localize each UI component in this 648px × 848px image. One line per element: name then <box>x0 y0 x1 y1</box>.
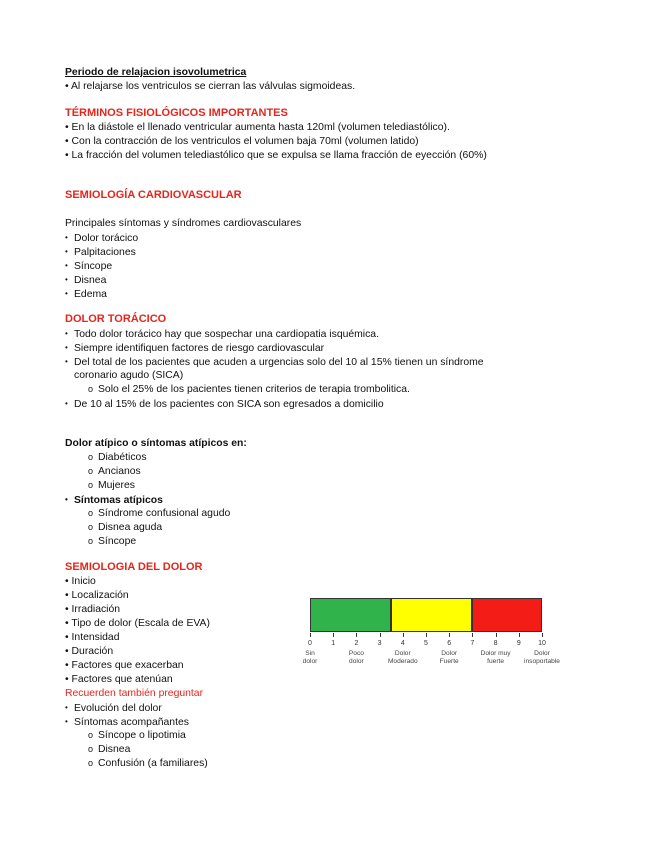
sub-list-item <box>88 451 147 464</box>
list-item <box>65 397 384 411</box>
section-title-terminos: TÉRMINOS FISIOLÓGICOS IMPORTANTES <box>65 107 288 119</box>
eva-tick-mark <box>519 633 520 637</box>
eva-tick-mark <box>333 633 334 637</box>
item-text: Localización <box>71 590 129 601</box>
eva-tick-label: 6 <box>447 640 452 647</box>
list-item: • Tipo de dolor (Escala de EVA) <box>65 618 210 629</box>
sub-list-item <box>88 729 186 742</box>
eva-caption-line: insoportable <box>524 658 560 665</box>
item-text: Edema <box>74 289 107 300</box>
list-item <box>65 245 136 259</box>
eva-tick-label: 9 <box>516 640 521 647</box>
eva-segment-0 <box>310 598 391 632</box>
list-item <box>65 287 107 301</box>
item-text: Disnea <box>98 744 131 755</box>
sub-list-item <box>88 507 230 520</box>
list-item: • Factores que exacerban <box>65 660 184 671</box>
item-text: Factores que exacerban <box>71 660 184 671</box>
list-item: • Factores que atenúan <box>65 674 173 685</box>
section-title-semiologia-dolor: SEMIOLOGIA DEL DOLOR <box>65 561 203 573</box>
item-text: Disnea aguda <box>98 522 163 533</box>
item-text: Síndrome confusional agudo <box>98 508 231 519</box>
item-text: Síntomas atípicos <box>74 495 163 506</box>
eva-tick-mark <box>356 633 357 637</box>
eva-tick-label: 0 <box>308 640 312 647</box>
item-text: De 10 al 15% de los pacientes con SICA son egresados a domicilio <box>74 399 384 410</box>
eva-tick-label: 4 <box>400 640 405 647</box>
eva-caption-line: Dolor muy <box>480 650 511 657</box>
eva-tick-label: 10 <box>538 640 546 647</box>
list-item <box>65 355 484 369</box>
eva-tick-mark <box>380 633 381 637</box>
item-text: Factores que atenúan <box>71 674 173 685</box>
list-item <box>65 259 112 273</box>
list-item <box>65 80 355 93</box>
section-title-dolor-atipico: Dolor atípico o síntomas atípicos en: <box>65 438 247 449</box>
list-item <box>65 341 324 355</box>
item-text: Palpitaciones <box>74 247 136 258</box>
item-text: Ancianos <box>98 466 141 477</box>
eva-tick-mark <box>310 633 311 637</box>
sub-list-item <box>88 535 136 548</box>
item-text: Mujeres <box>98 480 135 491</box>
item-text: Todo dolor torácico hay que sospechar una cardiopatia isquémica. <box>74 329 379 340</box>
eva-segment-1 <box>391 598 472 632</box>
sub-list-item <box>88 383 410 396</box>
eva-tick-label: 7 <box>470 640 475 647</box>
list-item: • Con la contracción de los ventriculos el volumen baja 70ml (volumen latido) <box>65 136 419 147</box>
eva-tick-mark <box>403 633 404 637</box>
item-text: Síncope o lipotimia <box>98 730 186 741</box>
eva-tick-mark <box>542 633 543 637</box>
eva-tick-label: 1 <box>331 640 336 647</box>
eva-segment-2 <box>472 598 542 632</box>
eva-caption-line: Dolor <box>441 650 458 657</box>
eva-caption-line: Sin <box>305 650 315 657</box>
item-text: En la diástole el llenado ventricular aumenta hasta 120ml (volumen telediastólico). <box>71 122 450 133</box>
list-item: • Intensidad <box>65 632 120 643</box>
sub-list-item <box>88 479 135 492</box>
list-item <box>65 701 162 715</box>
eva-tick-label: 2 <box>354 640 359 647</box>
item-text: Del total de los pacientes que acuden a urgencias solo del 10 al 15% tienen un síndrome <box>74 357 484 368</box>
eva-tick-mark <box>449 633 450 637</box>
eva-tick-mark <box>472 633 473 637</box>
eva-caption <box>512 650 572 666</box>
bullet: • <box>65 81 71 92</box>
section-title-relajacion: Periodo de relajacion isovolumetrica <box>65 67 247 78</box>
section-title-dolor-toracico: DOLOR TORÁCICO <box>65 313 167 325</box>
item-text: Duración <box>71 646 114 657</box>
list-item <box>65 231 138 245</box>
list-item: • Duración <box>65 646 114 657</box>
list-item <box>65 493 163 507</box>
eva-tick-label: 5 <box>424 640 428 647</box>
eva-caption-line: Dolor <box>534 650 550 657</box>
eva-caption-line: Poco <box>348 650 364 657</box>
eva-pain-scale <box>300 592 580 682</box>
eva-caption-line: fuerte <box>487 658 505 665</box>
item-text: Intensidad <box>71 632 120 643</box>
section-title-semiologia-cardiovascular: SEMIOLOGÍA CARDIOVASCULAR <box>65 189 242 201</box>
item-text: Confusión (a familiares) <box>98 758 208 769</box>
eva-caption-line: Moderado <box>387 658 418 665</box>
eva-tick-mark <box>426 633 427 637</box>
eva-caption-line: dolor <box>349 658 364 665</box>
list-item-continuation: coronario agudo (SICA) <box>74 370 184 381</box>
eva-tick-label: 3 <box>377 640 382 647</box>
list-item: • Irradiación <box>65 604 121 615</box>
item-text: Tipo de dolor (Escala de EVA) <box>71 618 210 629</box>
list-item: • La fracción del volumen telediastólico que se expulsa se llama fracción de eyección (60%) <box>65 150 487 161</box>
eva-tick-mark <box>496 633 497 637</box>
sub-list-item <box>88 521 162 534</box>
item-text: Inicio <box>71 576 96 587</box>
list-item: • Inicio <box>65 576 96 587</box>
sub-list-item <box>88 465 141 478</box>
item-text: Disnea <box>74 275 107 286</box>
list-item <box>65 327 379 341</box>
sub-list-item <box>88 757 208 770</box>
item-text: Dolor torácico <box>74 233 139 244</box>
list-item <box>65 715 189 729</box>
item-text: Evolución del dolor <box>74 703 162 714</box>
item-text: Irradiación <box>71 604 121 615</box>
list-item <box>65 273 106 287</box>
intro-text: Principales síntomas y síndromes cardiovasculares <box>65 218 302 229</box>
item-text: Síncope <box>98 536 137 547</box>
eva-caption-line: Dolor <box>394 650 411 657</box>
item-text: Síntomas acompañantes <box>74 717 189 728</box>
item-text: Siempre identifiquen factores de riesgo cardiovascular <box>74 343 325 354</box>
sub-list-item <box>88 743 130 756</box>
list-item: • En la diástole el llenado ventricular aumenta hasta 120ml (volumen telediastólico). <box>65 122 450 133</box>
item-text: Con la contracción de los ventriculos el volumen baja 70ml (volumen latido) <box>71 136 419 147</box>
item-text: La fracción del volumen telediastólico que se expulsa se llama fracción de eyección (60%) <box>71 150 487 161</box>
eva-tick-label: 8 <box>493 640 498 647</box>
item-text: Diabéticos <box>98 452 147 463</box>
item-text: Síncope <box>74 261 113 272</box>
eva-caption-line: Fuerte <box>439 658 459 665</box>
list-item: • Localización <box>65 590 129 601</box>
eva-caption-line: dolor <box>302 658 318 665</box>
item-text: Al relajarse los ventriculos se cierran las válvulas sigmoideas. <box>70 81 356 92</box>
item-text: Solo el 25% de los pacientes tienen criterios de terapia trombolitica. <box>98 384 410 395</box>
remember-note: Recuerden también preguntar <box>65 688 204 699</box>
